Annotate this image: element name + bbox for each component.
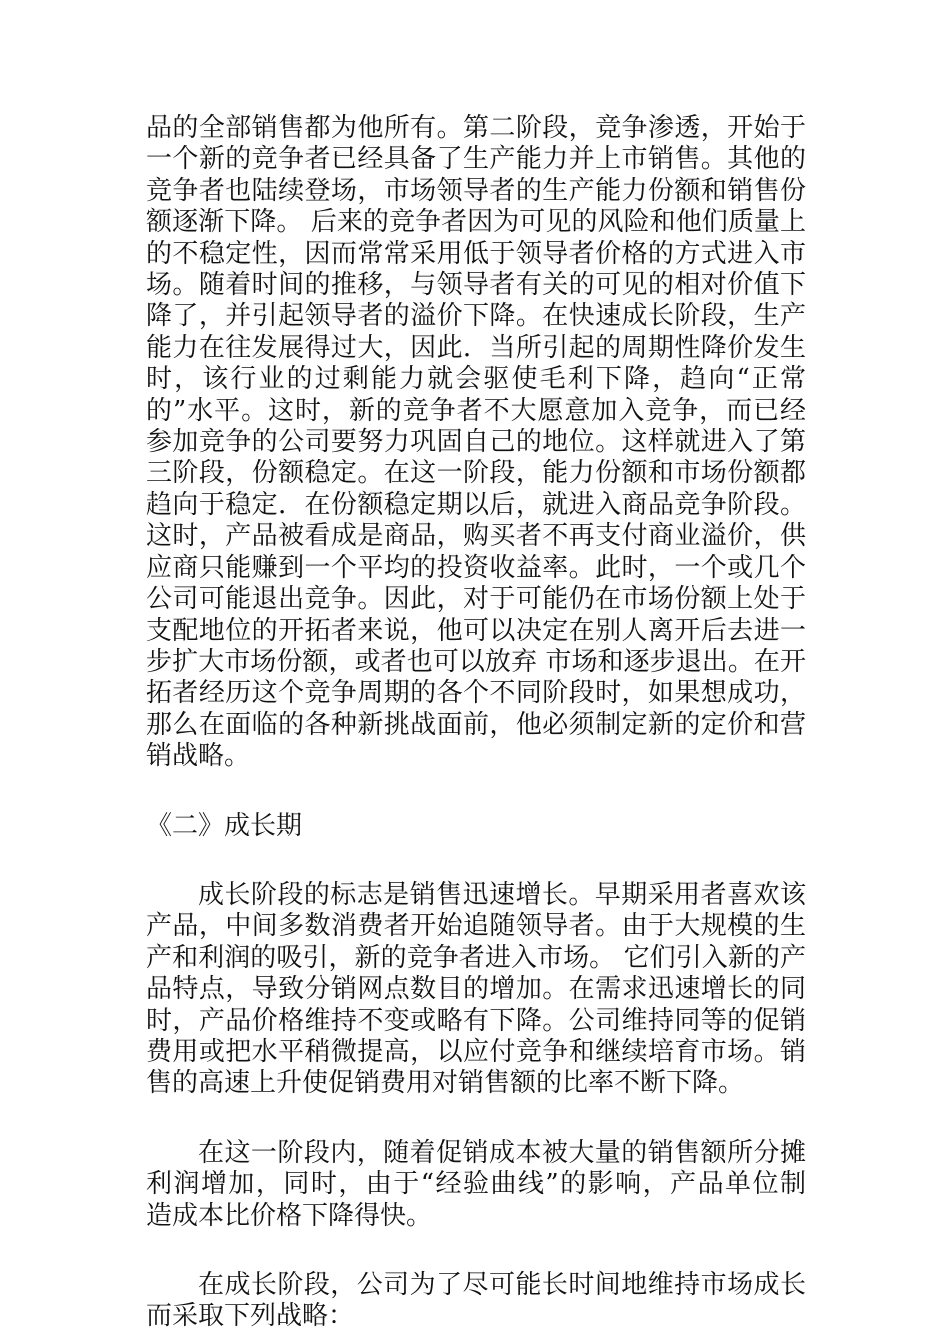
text-line: 公司可能退出竞争。因此，对于可能仍在市场份额上处于 [146,584,806,615]
text-line: 销战略。 [146,741,251,772]
text-line: 场。随着时间的推移，与领导者有关的可见的相对价值下 [146,270,806,301]
text-line: 趋向于稳定．在份额稳定期以后，就进入商品竞争阶段。 [146,489,806,520]
paragraph-gap [146,1232,806,1270]
document-page [146,113,806,1333]
text-line: 费用或把水平稍微提高，以应付竞争和继续培育市场。销 [146,1036,806,1067]
text-line: 品特点，导致分销网点数目的增加。在需求迅速增长的同 [146,974,806,1005]
text-line: 竞争者也陆续登场，市场领导者的生产能力份额和销售份 [146,175,806,206]
paragraph-growth-stage [146,880,806,1100]
text-line: 的不稳定性，因而常常采用低于领导者价格的方式进入市 [146,238,806,269]
text-line: 时，产品价格维持不变或略有下降。公司维持同等的促销 [146,1005,806,1036]
paragraph-gap [146,842,806,880]
text-line: 利润增加，同时，由于“经验曲线”的影响，产品单位制 [146,1169,806,1200]
text-line: 三阶段，份额稳定。在这一阶段，能力份额和市场份额都 [146,458,806,489]
text-line: 在成长阶段，公司为了尽可能长时间地维持市场成长 [198,1270,806,1300]
paragraph-competition-stages [146,113,806,773]
text-line: 产品，中间多数消费者开始追随领导者。由于大规模的生 [146,911,806,942]
text-line: 降了，并引起领导者的溢价下降。在快速成长阶段，生产 [146,301,806,332]
text-line: 这时，产品被看成是商品，购买者不再支付商业溢价，供 [146,521,806,552]
paragraph-growth-strategies [146,1270,806,1333]
paragraph-gap [146,1100,806,1138]
text-line: 时，该行业的过剩能力就会驱使毛利下降，趋向“正常 [146,364,806,395]
text-line: 应商只能赚到一个平均的投资收益率。此时，一个或几个 [146,552,806,583]
paragraph-gap [146,773,806,811]
section-heading [146,811,806,842]
text-line: 额逐渐下降。 后来的竞争者因为可见的风险和他们质量上 [146,207,806,238]
text-line: 能力在往发展得过大，因此．当所引起的周期性降价发生 [146,332,806,363]
text-line: 在这一阶段内，随着促销成本被大量的销售额所分摊 [198,1137,806,1168]
text-line: 拓者经历这个竞争周期的各个不同阶段时，如果想成功， [146,678,806,709]
text-line: 售的高速上升使促销费用对销售额的比率不断下降。 [146,1068,745,1099]
text-line: 那么在面临的各种新挑战面前，他必须制定新的定价和营 [146,709,806,740]
text-line: 一个新的竞争者已经具备了生产能力并上市销售。其他的 [146,144,806,175]
text-line: 产和利润的吸引，新的竞争者进入市场。 它们引入新的产 [146,942,806,973]
text-line: 造成本比价格下降得快。 [146,1200,433,1231]
text-line: 支配地位的开拓者来说，他可以决定在别人离开后去进一 [146,615,806,646]
text-line: 的”水平。这时，新的竞争者不大愿意加入竞争，而已经 [146,395,806,426]
text-line: 而采取下列战略： [146,1301,355,1332]
text-line: 步扩大市场份额，或者也可以放弃 市场和逐步退出。在开 [146,646,806,677]
text-line: 品的全部销售都为他所有。第二阶段，竞争渗透，开始于 [146,113,806,143]
section-heading-text: 《二》成长期 [146,810,303,841]
text-line: 成长阶段的标志是销售迅速增长。早期采用者喜欢该 [198,879,806,910]
paragraph-profit-increase [146,1138,806,1232]
text-line: 参加竞争的公司要努力巩固自己的地位。这样就进入了第 [146,427,806,458]
